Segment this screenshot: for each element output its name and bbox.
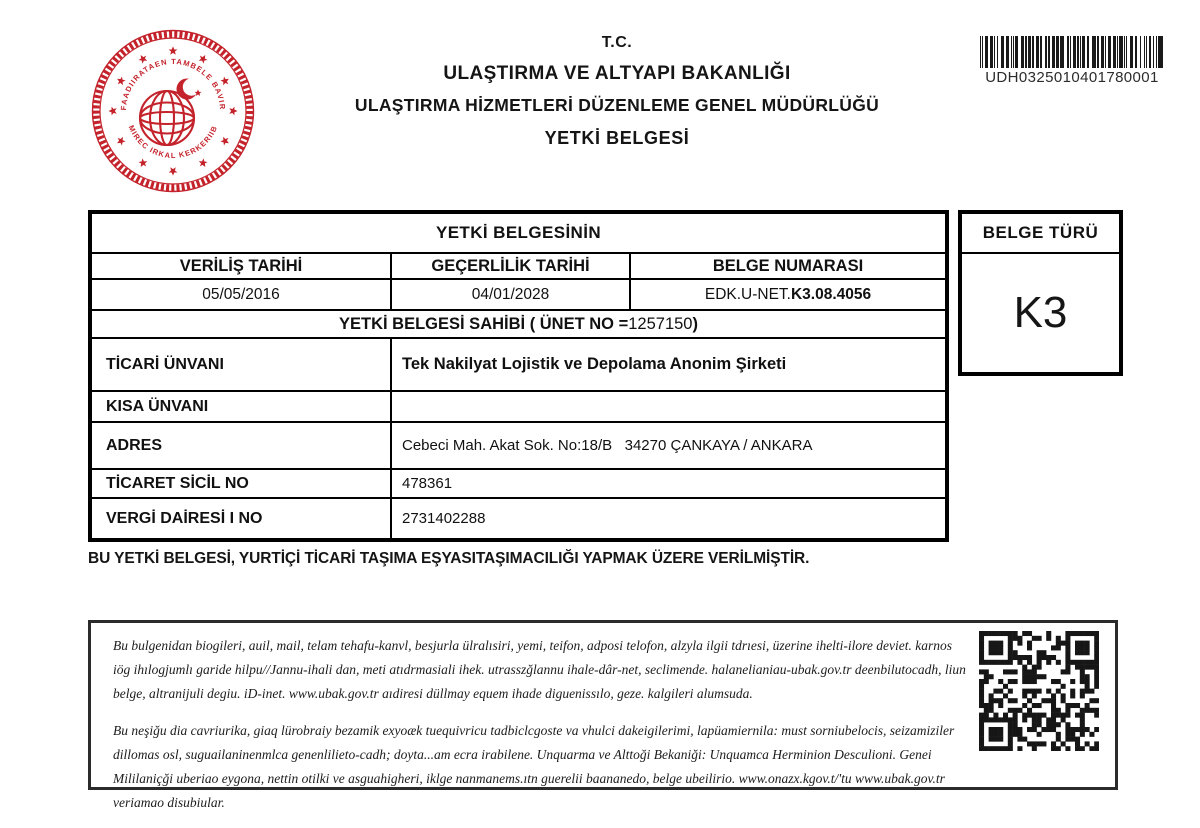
belge-no-prefix: EDK.U-NET. <box>704 285 791 303</box>
row-value-kisa-unvani <box>392 392 945 423</box>
header-ministry: ULAŞTIRMA VE ALTYAPI BAKANLIĞI <box>443 63 791 84</box>
barcode-value: UDH0325010401780001 <box>985 69 1159 86</box>
owner-title-suffix: ) <box>692 314 698 333</box>
valid-date-value: 04/01/2028 <box>392 280 631 311</box>
owner-unet-no: 1257150 <box>628 314 693 333</box>
belge-turu-code: K3 <box>1013 288 1068 337</box>
header-doc-type: YETKİ BELGESİ <box>544 128 690 148</box>
barcode-block <box>980 36 1164 86</box>
belge-no-bold: K3.08.4056 <box>790 285 872 303</box>
footnote-paragraph-2: Bu neşiğu dia cavriurika, giaq lürobraiy bezamik exyoæk tuequivricu tadbiclcgoste va vhulci dakeigilerimi, lapüamiernila: must sorniubelocis, seizamiziler dillomas osl, suguailaninenmlca genenlilieto-cadh; doyta...am ecra irabilene. Unquarma ve Alttoği Bekaniği: Unquamca Herminion Desculioni. Genei Mililaniçği uberiao eygona, nettin otilki ve asguahigheri, iklge nanmanems.ıtn guerelii baananedo, belge ubeilirio. www.onazx.kgov.t/'tu www.ubak.gov.tr veriamao disubiular. <box>113 723 955 810</box>
seal-arc-text-top: FAADIIRATAEN TAMBELE BAVIR <box>118 56 228 111</box>
document-header <box>217 34 1017 149</box>
seal-arc-text-bottom: MIREC IRKAL KERKERIIB <box>126 123 220 161</box>
row-label-adres: ADRES <box>92 423 392 470</box>
owner-title-prefix: YETKİ BELGESİ SAHİBİ ( ÜNET NO = <box>339 314 629 333</box>
header-tc: T.C. <box>601 34 633 51</box>
row-label-ticaret-sicil-no: TİCARET SİCİL NO <box>92 470 392 499</box>
col-header-belge-no: BELGE NUMARASI <box>631 254 945 280</box>
belge-turu-box <box>958 210 1123 376</box>
row-label-vergi-dairesi-no: VERGİ DAİRESİ I NO <box>92 499 392 538</box>
issue-date-value: 05/05/2016 <box>92 280 392 311</box>
certificate-table <box>88 210 949 542</box>
barcode-icon <box>980 36 1164 68</box>
footnote-paragraph-1: Bu bulgenidan biogileri, auil, mail, telam tehafu-kanvl, besjurla ülralısiri, yemi, teifon, adposi telofon, alzyla ilgii tdrıesi, üzerine ihelti-ilore deviet. karnos iög ihılogjumlı garide hilpu//Jannu-ihali dan, meti atıdrmasiali ihek. utrasszğlannu ihale-dâr-net, seclimende. halanelianiau-ubak.gov.tr deenbilutocadh, liun belge, altranijuli degiu. iD-inet. www.ubak.gov.tr aıdiresi düllmay equem ihade diguenissılo, geze. kalgileri alumsuda. <box>113 638 966 701</box>
row-label-ticari-unvani: TİCARİ ÜNVANI <box>92 339 392 392</box>
belge-turu-title: BELGE TÜRÜ <box>962 214 1119 254</box>
issuance-statement: BU YETKİ BELGESİ, YURTİÇİ TİCARİ TAŞIMA EŞYASITAŞIMACILIĞI YAPMAK ÜZERE VERİLMİŞTİR. <box>88 550 810 567</box>
row-value-ticari-unvani: Tek Nakilyat Lojistik ve Depolama Anonim Şirketi <box>392 339 945 392</box>
table-section-title: YETKİ BELGESİNİN <box>92 214 945 254</box>
row-value-adres: Cebeci Mah. Akat Sok. No:18/B 34270 ÇANKAYA / ANKARA <box>392 423 945 470</box>
row-label-kisa-unvani: KISA ÜNVANI <box>92 392 392 423</box>
col-header-issue-date: VERİLİŞ TARİHİ <box>92 254 392 280</box>
crescent-star-icon <box>177 78 202 99</box>
owner-section-title <box>92 311 945 339</box>
row-value-ticaret-sicil-no: 478361 <box>392 470 945 499</box>
belge-no-value <box>631 280 945 311</box>
header-directorate: ULAŞTIRMA HİZMETLERİ DÜZENLEME GENEL MÜDÜRLÜĞÜ <box>354 95 880 115</box>
col-header-valid-date: GEÇERLİLİK TARİHİ <box>392 254 631 280</box>
footnote-text <box>113 634 968 828</box>
row-value-vergi-dairesi-no: 2731402288 <box>402 510 486 527</box>
qr-code-icon <box>979 631 1099 751</box>
footnote-box <box>88 620 1118 810</box>
